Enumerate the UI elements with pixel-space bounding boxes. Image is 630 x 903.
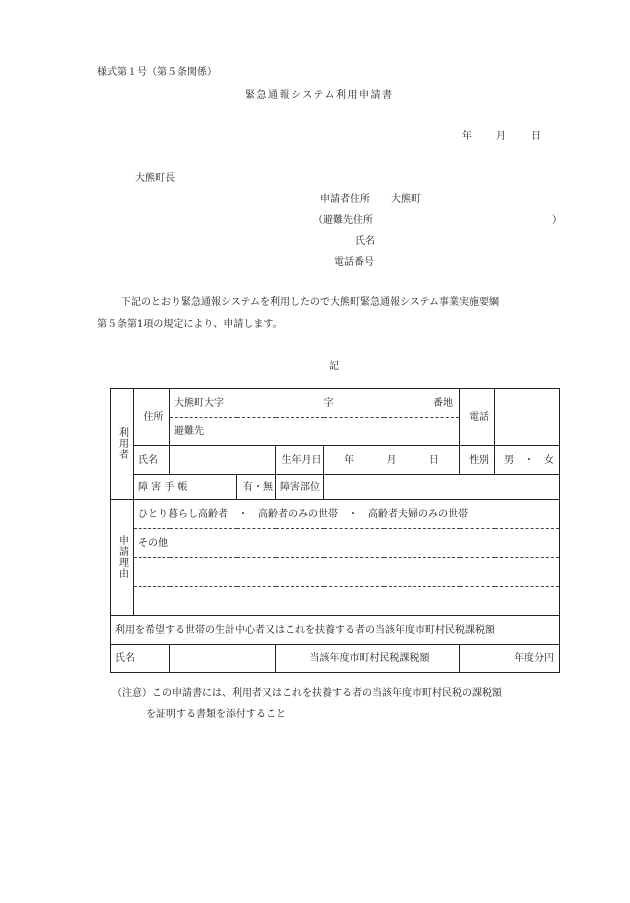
tax-amount-value[interactable] <box>460 645 560 673</box>
birth-day: 日 <box>428 454 439 466</box>
birth-year: 年 <box>344 454 355 466</box>
reason-other[interactable]: その他 <box>134 529 560 558</box>
birth-month: 月 <box>386 454 397 466</box>
user-name-label: 氏名 <box>134 446 170 475</box>
tax-name-value[interactable] <box>170 645 276 673</box>
date-month-label: 月 <box>496 131 506 142</box>
reason-options[interactable]: ひとり暮らし高齢者 ・ 高齢者のみの世帯 ・ 高齢者夫婦のみの世帯 <box>134 500 560 529</box>
disability-part-label: 障害部位 <box>276 475 324 500</box>
evacuation-address-label: （避難先住所 <box>313 215 373 226</box>
reason-section-label: 申 請 理 由 <box>111 500 134 616</box>
address-aza: 字 <box>323 397 334 409</box>
reason-blank-line[interactable] <box>134 587 560 616</box>
application-form-table <box>110 388 560 673</box>
applicant-name-label: 氏名 <box>355 236 375 247</box>
ki-heading: 記 <box>329 361 339 372</box>
user-section-label: 利 用 者 <box>111 389 134 500</box>
user-name-value[interactable] <box>170 446 276 475</box>
note-line2: を証明する書類を添付すること <box>146 709 286 720</box>
applicant-address-value: 大熊町 <box>391 194 421 205</box>
date-year-label: 年 <box>462 131 472 142</box>
applicant-address-label: 申請者住所 <box>320 194 370 205</box>
address-label: 住所 <box>134 389 170 446</box>
evacuation-address-close: ） <box>552 215 562 226</box>
birth-date-value[interactable] <box>324 446 460 475</box>
addressee: 大熊町長 <box>135 173 175 184</box>
address-banchi: 番地 <box>433 397 454 409</box>
reason-blank-line[interactable] <box>134 558 560 587</box>
tax-amount-label: 当該年度市町村民税課税額 <box>276 645 460 673</box>
phone-label: 電話 <box>460 389 495 446</box>
sex-label: 性別 <box>460 446 495 475</box>
birth-label: 生年月日 <box>276 446 324 475</box>
disability-value[interactable]: 有・無 <box>237 475 276 500</box>
address-town: 大熊町大字 <box>174 397 224 409</box>
address-line1[interactable] <box>170 389 460 418</box>
document-title: 緊急通報システム利用申請書 <box>245 90 394 101</box>
form-number: 様式第１号（第５条関係） <box>97 67 217 78</box>
tax-name-label: 氏名 <box>111 645 170 673</box>
tax-unit: 円 <box>544 653 555 664</box>
date-day-label: 日 <box>531 131 541 142</box>
note-line1: （注意）この申請書には、利用者又はこれを扶養する者の当該年度市町村民税の課税額 <box>112 688 502 699</box>
body-text-line2: 第５条第1項の規定により、申請します。 <box>97 319 283 330</box>
phone-value[interactable] <box>495 389 560 446</box>
tax-header: 利用を希望する世帯の生計中心者又はこれを扶養する者の当該年度市町村民税課税額 <box>111 616 560 645</box>
address-line2[interactable]: 避難先 <box>170 418 460 446</box>
sex-value[interactable]: 男 ・ 女 <box>495 446 560 475</box>
disability-part-value[interactable] <box>324 475 560 500</box>
tax-year-label: 年度分 <box>514 653 545 664</box>
body-text-line1: 下記のとおり緊急通報システムを利用したので大熊町緊急通報システム事業実施要綱 <box>121 297 499 308</box>
disability-label: 障 害 手 帳 <box>134 475 237 500</box>
applicant-phone-label: 電話番号 <box>334 257 374 268</box>
